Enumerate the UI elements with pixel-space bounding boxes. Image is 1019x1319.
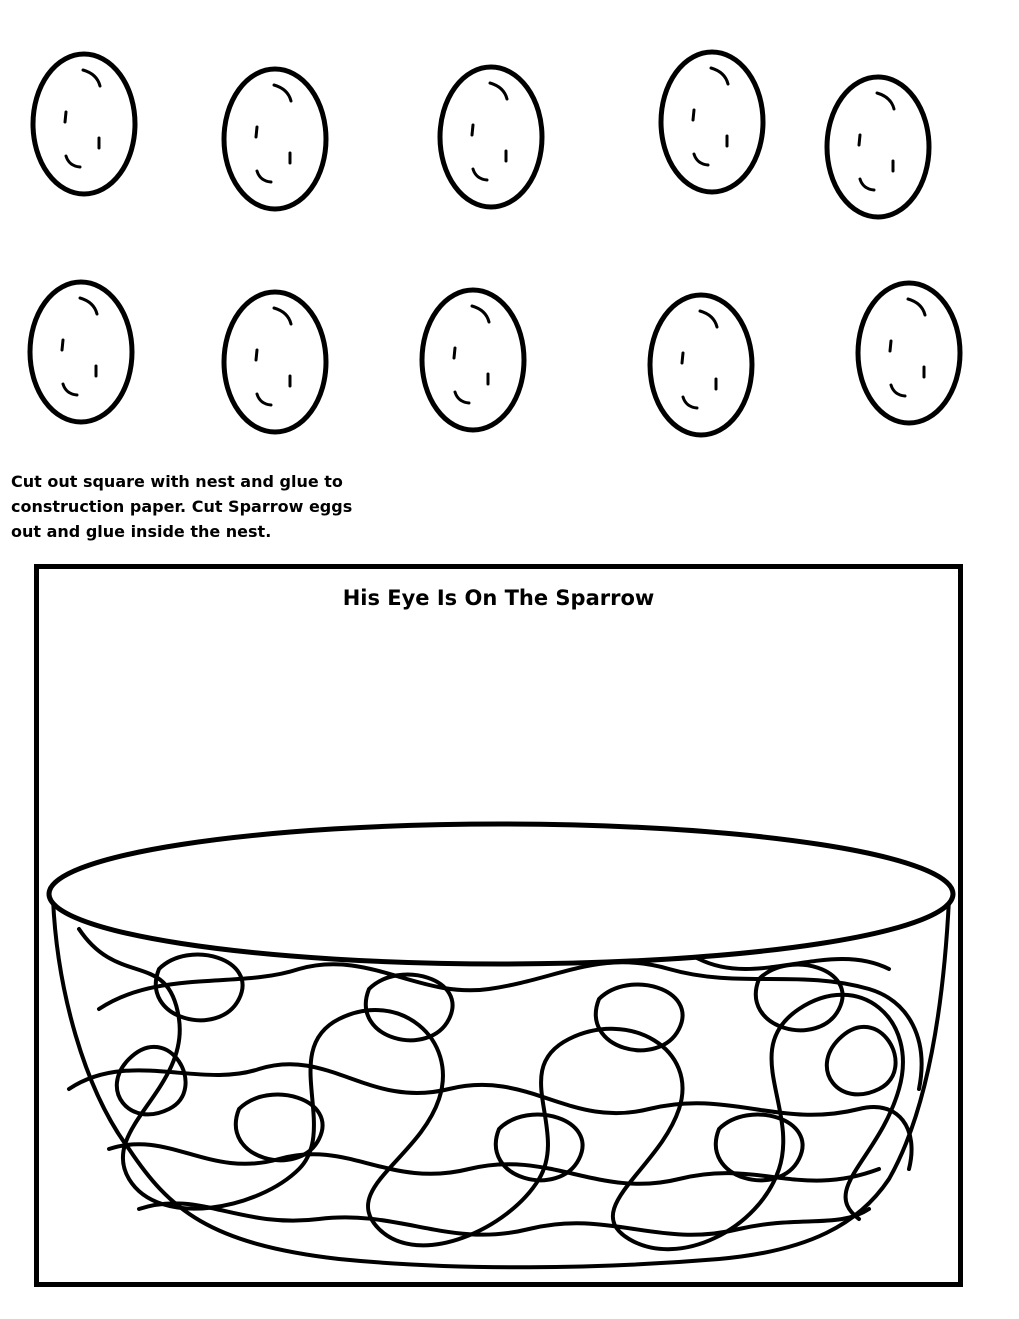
- nest-rim: [49, 824, 953, 964]
- sparrow-egg: [650, 295, 752, 435]
- instructions-text: [11, 469, 411, 544]
- sparrow-egg: [827, 77, 929, 217]
- sparrow-eggs-sheet: [0, 0, 1019, 450]
- sparrow-egg: [661, 52, 763, 192]
- sparrow-egg: [422, 290, 524, 430]
- instructions-line: Cut out square with nest and glue to: [11, 472, 343, 491]
- sparrow-egg: [224, 69, 326, 209]
- page-title: His Eye Is On The Sparrow: [342, 586, 655, 610]
- sparrow-egg: [440, 67, 542, 207]
- sparrow-egg: [30, 282, 132, 422]
- instructions-line: construction paper. Cut Sparrow eggs: [11, 497, 353, 516]
- nest-cutout-square: [34, 564, 963, 1287]
- nest-illustration: [39, 569, 958, 1282]
- sparrow-egg: [33, 54, 135, 194]
- instructions-line: out and glue inside the nest.: [11, 522, 272, 541]
- nest-twigs: [79, 929, 903, 1249]
- sparrow-egg: [858, 283, 960, 423]
- sparrow-egg: [224, 292, 326, 432]
